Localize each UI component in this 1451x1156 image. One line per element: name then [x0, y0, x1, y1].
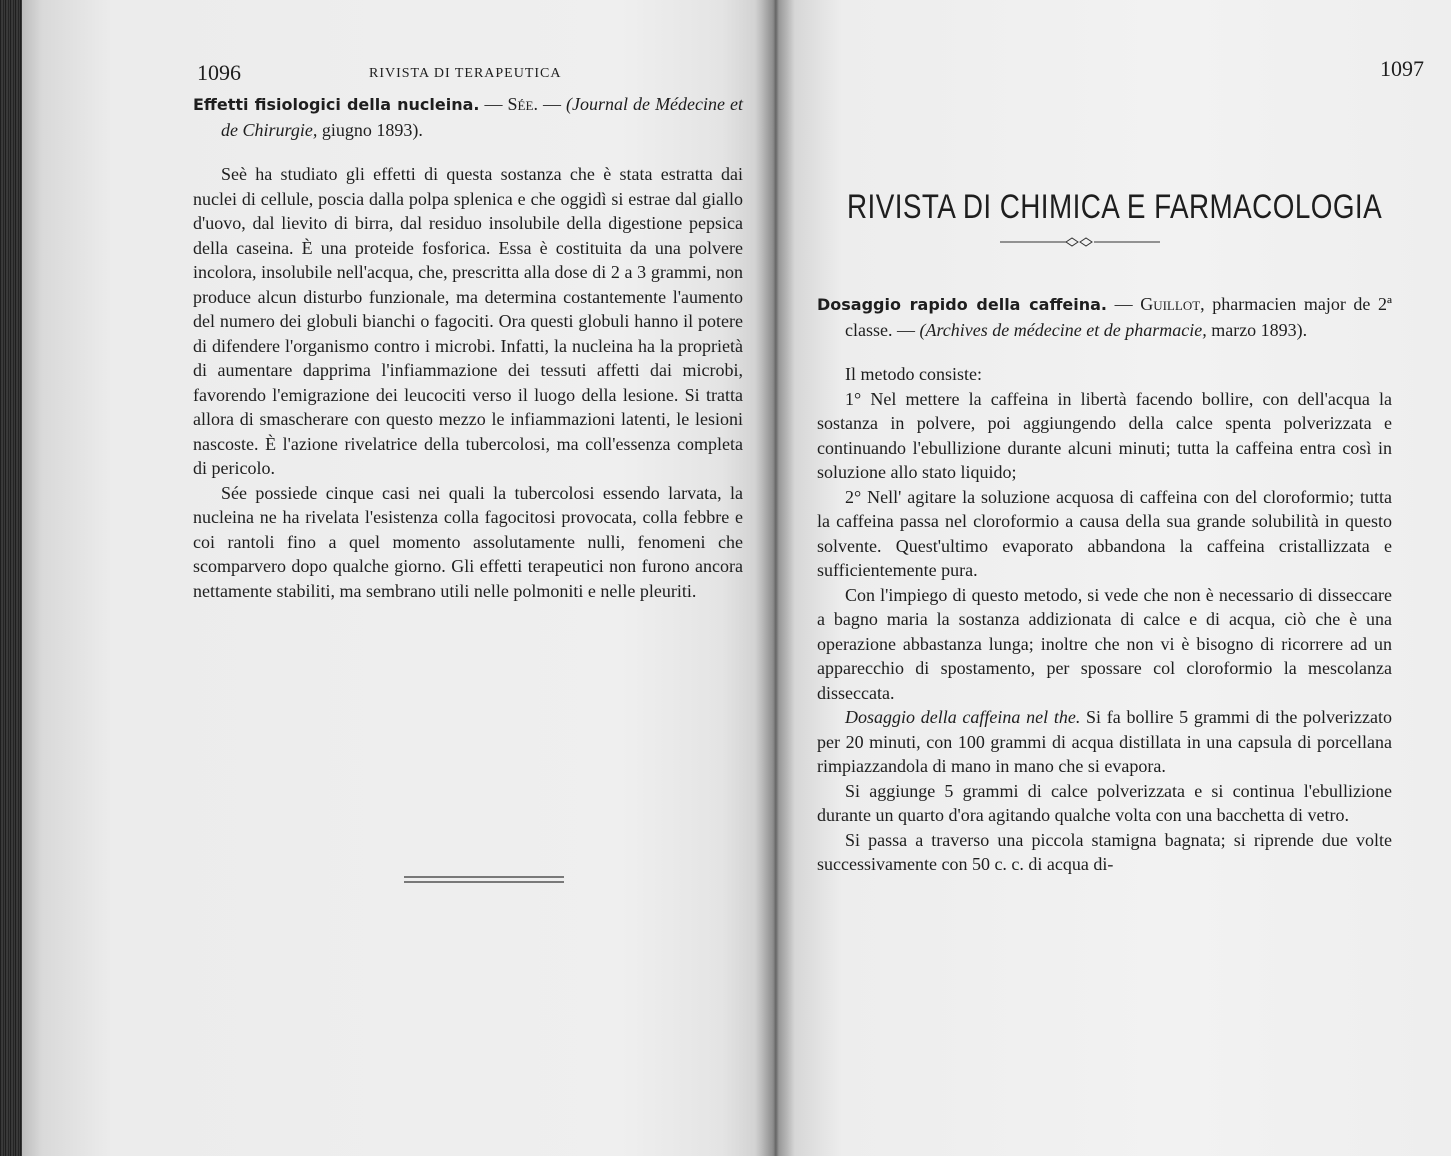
page-number-left: 1096: [197, 60, 241, 85]
article-title: Effetti fisiologici della nucleina.: [193, 95, 480, 114]
article-author: Guillot,: [1140, 294, 1205, 314]
article-heading-caffeina: [817, 292, 1392, 342]
paragraph-the: [817, 705, 1392, 779]
running-head: RIVISTA DI TERAPEUTICA: [369, 66, 562, 81]
article-title: Dosaggio rapido della caffeina.: [817, 295, 1107, 314]
left-article: [193, 92, 743, 603]
paragraph: Si aggiunge 5 grammi di calce polverizzata e si continua l'ebullizione durante un quarto d'ora agitando qualche volta con una bacchetta di vetro.: [817, 780, 1392, 825]
end-rule-divider: [404, 874, 564, 886]
paragraph: Si passa a traverso una piccola stamigna bagnata; si riprende due volte successivamente con 50 c. c. di acqua di-: [817, 829, 1392, 874]
heading-separator: —: [1107, 294, 1141, 314]
article-date: giugno 1893).: [317, 119, 423, 140]
page-number-right: 1097: [1380, 56, 1424, 81]
article-source: (Archives de médecine et de pharmacie,: [919, 319, 1207, 340]
book-gutter-shadow: [755, 0, 795, 1156]
right-article: [817, 292, 1392, 877]
book-binding-edge: [0, 0, 22, 1156]
author-role: pharmacien major de 2ª classe. —: [845, 294, 1392, 340]
article-source-2: Médecine et de Chirurgie,: [221, 94, 744, 140]
article-author: Sée.: [507, 94, 538, 114]
method-step-2: 2° Nell' agitare la soluzione acquosa di caffeina con del cloroformio; tutta la caffeina passa nel cloroformio a causa della sua grande solubilità in questo solvente. Quest'ultimo evaporato abbandona la caffeina cristallizzata e sufficientemente pura.: [817, 486, 1392, 580]
heading-separator: —: [479, 94, 508, 114]
paragraph: Con l'impiego di questo metodo, si vede che non è necessario di disseccare a bagno maria la sostanza addizionata di calce e di acqua, ciò che è una operazione abbastanza lunga; inoltre che non vi è bisogno di ricorrere ad un apparecchio di spostamento, per spossare col cloroformio la mescolanza disseccata.: [817, 584, 1392, 703]
left-page: [22, 0, 772, 1156]
ornament-divider: [1000, 236, 1160, 248]
article-source-1: (Journal de: [566, 94, 651, 114]
method-step-1: 1° Nel mettere la caffeina in libertà facendo bollire, con dell'acqua la sostanza in polvere, poi aggiungendo della calce spenta polverizzata e continuando l'ebullizione durante alcuni minuti; tutta la caffeina entra così in soluzione allo stato liquido;: [817, 388, 1392, 482]
article-date: marzo 1893).: [1206, 319, 1308, 340]
paragraph: Seè ha studiato gli effetti di questa sostanza che è stata estratta dai nuclei di cellule, poscia dalla polpa splenica e che oggidì si estrae dal giallo d'uovo, dal lievito di birra, dal residuo insolubile della digestione pepsica della caseina. È una proteide fosforica. Essa è costituita da una polvere incolora, insolubile nell'acqua, che, prescritta alla dose di 2 a 3 grammi, non produce alcun disturbo funzionale, ma determina costantemente l'aumento del numero dei globuli bianchi o fagociti. Ora questi globuli hanno il potere di difendere l'organismo contro i microbi. Infatti, la nucleina ha la proprietà di aumentare dapprima l'infiammazione dei tessuti affetti dai microbi, favorendo l'emigrazione dei leucociti verso il luogo della lesione. Si tratta allora di smascherare con questo mezzo le infiammazioni latenti, le lesioni nascoste. È l'azione rivelatrice della tubercolosi, ma coll'essenza completa di pericolo.: [193, 164, 743, 478]
subheading-the: Dosaggio della caffeina nel the.: [845, 707, 1081, 727]
paragraph: Sée possiede cinque casi nei quali la tubercolosi essendo larvata, la nucleina ne ha rivelata l'esistenza colla fagocitosi provocata, colla febbre e coi rantoli fino a quel momento assolutamente nulli, fenomeni che scomparvero dopo qualche giorno. Gli effetti terapeutici non furono ancora nettamente stabiliti, ma sembrano utili nelle polmoniti e nelle pleuriti.: [193, 482, 743, 601]
right-page: [772, 0, 1451, 1156]
paragraph-the-text: Si fa bollire 5 grammi di the polverizzato per 20 minuti, con 100 grammi di acqua distillata in una capsula di porcellana rimpiazzandola di mano in mano che si evapora.: [817, 707, 1392, 776]
section-title: RIVISTA DI CHIMICA E FARMACOLOGIA: [847, 188, 1383, 226]
intro-line: Il metodo consiste:: [845, 364, 982, 384]
article-heading-nucleina: Effetti fisiologici della nucleina. — Sée. — (Journal de Médecine et de Chirurgie, giugno 1893).: [193, 94, 744, 140]
